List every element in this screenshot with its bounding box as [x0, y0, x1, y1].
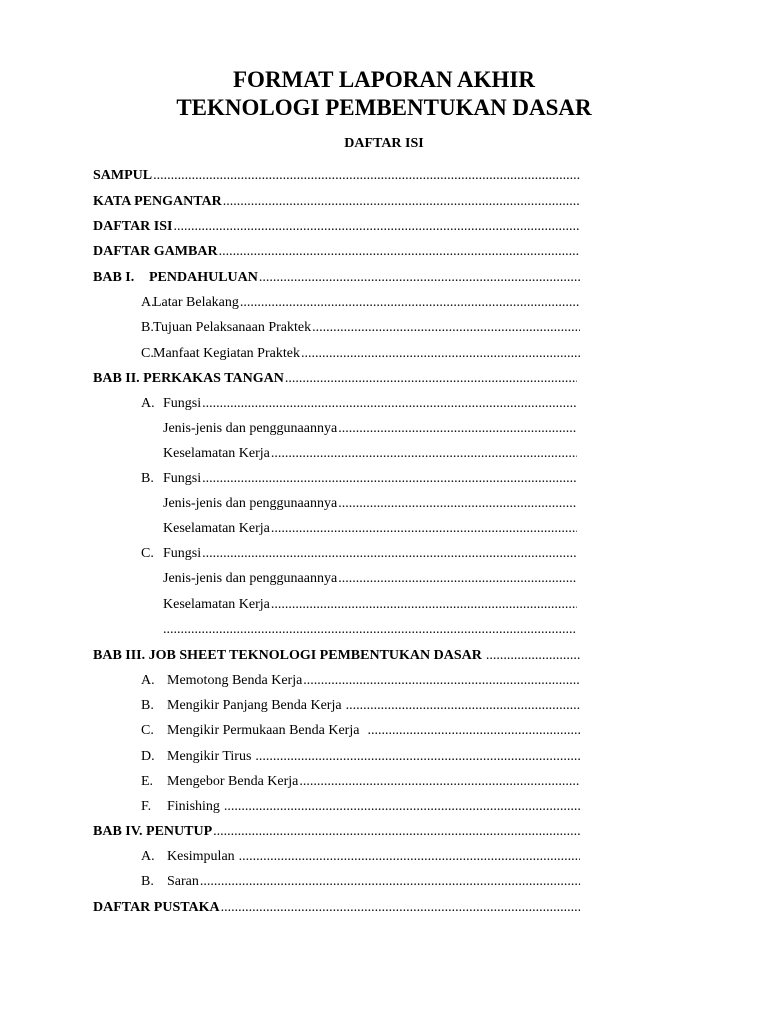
- toc-entry-label: BAB IV. PENUTUP: [93, 824, 213, 839]
- toc-entry-bab-3-d[interactable]: [141, 749, 580, 769]
- toc-entry-bab-2-b[interactable]: [141, 471, 577, 491]
- document-title-line2: TEKNOLOGI PEMBENTUKAN DASAR: [176, 95, 592, 120]
- toc-entry-bab-2-b-jenis[interactable]: [163, 496, 577, 516]
- toc-entry-label: Mengikir Panjang Benda Kerja: [167, 698, 342, 713]
- dot-leader: [224, 799, 580, 815]
- toc-entry-marker: B.: [141, 320, 154, 335]
- dot-leader: [271, 446, 577, 462]
- toc-entry-bab-3-e[interactable]: [141, 774, 580, 794]
- toc-entry-label: Fungsi: [163, 471, 202, 486]
- toc-entry-marker: D.: [141, 749, 155, 764]
- toc-entry-bab-2-a-keselamatan[interactable]: [163, 446, 577, 466]
- toc-entry-label: Memotong Benda Kerja: [167, 673, 303, 688]
- dot-leader: [239, 849, 580, 865]
- dot-leader: [338, 571, 577, 587]
- toc-entry-marker: C.: [141, 723, 154, 738]
- dot-leader: [285, 371, 577, 387]
- toc-entry-bab-4-b[interactable]: [141, 874, 580, 894]
- toc-entry-label: Fungsi: [163, 546, 202, 561]
- toc-entry-marker: E.: [141, 774, 154, 789]
- dot-leader: [255, 749, 580, 765]
- toc-entry-bab-3-f[interactable]: [141, 799, 580, 819]
- dot-leader: [163, 622, 577, 638]
- toc-entry-bab-2-a[interactable]: [141, 396, 577, 416]
- toc-entry-label: Manfaat Kegiatan Praktek: [153, 346, 300, 361]
- toc-entry-bab-3-c[interactable]: [141, 723, 580, 743]
- toc-entry-bab-4[interactable]: [93, 824, 580, 844]
- toc-entry-marker: C.: [141, 346, 154, 361]
- dot-leader: [240, 295, 580, 311]
- toc-entry-bab-1-c[interactable]: [141, 346, 580, 366]
- toc-entry-kata-pengantar[interactable]: [93, 194, 580, 214]
- toc-entry-bab-2-c-jenis[interactable]: [163, 571, 577, 591]
- dot-leader: [312, 320, 580, 336]
- toc-heading: DAFTAR ISI: [344, 136, 424, 151]
- dot-leader: [153, 168, 580, 184]
- dot-leader: [271, 521, 577, 537]
- dot-leader: [486, 648, 580, 664]
- dot-leader: [202, 396, 577, 412]
- toc-entry-bab-3-b[interactable]: [141, 698, 580, 718]
- toc-entry-marker: F.: [141, 799, 152, 814]
- toc-entry-marker: A.: [141, 396, 155, 411]
- dot-leader: [301, 346, 580, 362]
- dot-leader: [338, 421, 577, 437]
- dot-leader: [346, 698, 580, 714]
- toc-entry-label: Latar Belakang: [153, 295, 239, 310]
- toc-entry-label: Mengikir Tirus: [167, 749, 252, 764]
- toc-entry-marker: B.: [141, 471, 154, 486]
- toc-entry-daftar-isi[interactable]: [93, 219, 580, 239]
- toc-entry-marker: C.: [141, 546, 154, 561]
- toc-entry-bab-1-a[interactable]: [141, 295, 580, 315]
- toc-entry-label: PENDAHULUAN: [149, 270, 258, 285]
- toc-entry-marker: B.: [141, 874, 154, 889]
- dot-leader: [202, 471, 577, 487]
- toc-entry-marker: A.: [141, 673, 155, 688]
- toc-entry-label: Keselamatan Kerja: [163, 597, 270, 612]
- dot-leader: [259, 270, 580, 286]
- toc-entry-label: Fungsi: [163, 396, 202, 411]
- dot-leader: [219, 244, 580, 260]
- document-title-line1: FORMAT LAPORAN AKHIR: [233, 67, 535, 92]
- dot-leader: [173, 219, 580, 235]
- toc-entry-label: Keselamatan Kerja: [163, 446, 270, 461]
- toc-entry-label: Kesimpulan: [167, 849, 235, 864]
- toc-entry-marker: A.: [141, 295, 155, 310]
- dot-leader: [223, 194, 580, 210]
- toc-entry-marker: BAB I.: [93, 270, 135, 285]
- toc-entry-label: Jenis-jenis dan penggunaannya: [163, 421, 338, 436]
- dot-leader: [338, 496, 577, 512]
- toc-entry-label: Keselamatan Kerja: [163, 521, 270, 536]
- toc-entry-label: DAFTAR PUSTAKA: [93, 900, 220, 915]
- toc-entry-bab-1-b[interactable]: [141, 320, 580, 340]
- toc-entry-blank-leader: [163, 622, 577, 642]
- toc-entry-label: DAFTAR ISI: [93, 219, 173, 234]
- dot-leader: [303, 673, 580, 689]
- toc-entry-marker: A.: [141, 849, 155, 864]
- dot-leader: [271, 597, 577, 613]
- toc-entry-bab-3[interactable]: [93, 648, 580, 668]
- toc-entry-bab-4-a[interactable]: [141, 849, 580, 869]
- dot-leader: [202, 546, 577, 562]
- toc-entry-bab-2-c[interactable]: [141, 546, 577, 566]
- dot-leader: [367, 723, 580, 739]
- toc-entry-marker: B.: [141, 698, 154, 713]
- toc-entry-label: BAB II. PERKAKAS TANGAN: [93, 371, 284, 386]
- toc-entry-label: Jenis-jenis dan penggunaannya: [163, 571, 338, 586]
- toc-entry-daftar-gambar[interactable]: [93, 244, 580, 264]
- dot-leader: [213, 824, 580, 840]
- dot-leader: [221, 900, 580, 916]
- toc-entry-daftar-pustaka[interactable]: [93, 900, 580, 920]
- toc-entry-bab-2-c-keselamatan[interactable]: [163, 597, 577, 617]
- toc-entry-bab-2-b-keselamatan[interactable]: [163, 521, 577, 541]
- toc-entry-label: Tujuan Pelaksanaan Praktek: [153, 320, 312, 335]
- toc-entry-label: Mengebor Benda Kerja: [167, 774, 299, 789]
- toc-entry-bab-2-a-jenis[interactable]: [163, 421, 577, 441]
- dot-leader: [200, 874, 580, 890]
- toc-entry-label: DAFTAR GAMBAR: [93, 244, 218, 259]
- toc-entry-bab-2[interactable]: [93, 371, 577, 391]
- dot-leader: [299, 774, 580, 790]
- toc-entry-bab-1[interactable]: [93, 270, 580, 290]
- toc-entry-label: BAB III. JOB SHEET TEKNOLOGI PEMBENTUKAN DASAR: [93, 648, 482, 663]
- toc-entry-label: Finishing: [167, 799, 220, 814]
- toc-entry-bab-3-a[interactable]: [141, 673, 580, 693]
- toc-entry-label: Jenis-jenis dan penggunaannya: [163, 496, 338, 511]
- toc-entry-sampul[interactable]: [93, 168, 580, 188]
- toc-entry-label: SAMPUL: [93, 168, 153, 183]
- toc-entry-label: Saran: [167, 874, 199, 889]
- toc-entry-label: KATA PENGANTAR: [93, 194, 222, 209]
- toc-entry-label: Mengikir Permukaan Benda Kerja: [167, 723, 360, 738]
